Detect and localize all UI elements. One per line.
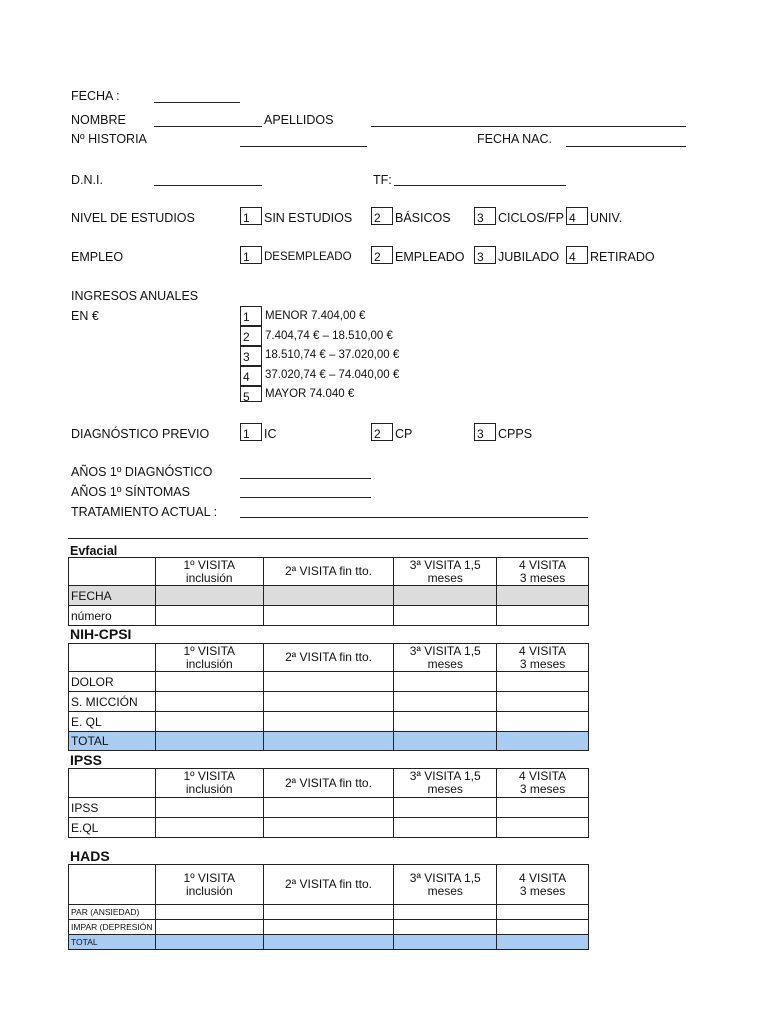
anos-sintomas-field[interactable] <box>240 497 371 498</box>
header-empty-cell <box>69 769 156 798</box>
ingresos-option-1: MENOR 7.404,00 € <box>265 310 366 322</box>
empleo-option-1: DESEMPLEADO <box>264 251 352 263</box>
row-label: IPSS <box>69 798 156 818</box>
row-label: E. QL <box>69 712 156 732</box>
table-cell[interactable] <box>497 672 589 692</box>
hads-title: HADS <box>70 848 110 864</box>
table-row <box>69 712 589 732</box>
ipss-table <box>68 768 589 838</box>
header-visita-3: 3ª VISITA 1,5 meses <box>394 769 497 798</box>
empleo-label: EMPLEO <box>71 250 124 264</box>
historia-label: Nº HISTORIA <box>71 132 147 146</box>
empleo-option-2: EMPLEADO <box>395 250 465 264</box>
table-row <box>69 920 589 935</box>
table-cell[interactable] <box>155 798 263 818</box>
ingresos-box-1[interactable]: 1 <box>240 306 262 326</box>
tratamiento-field-line-2[interactable] <box>68 538 588 539</box>
row-label: TOTAL <box>69 935 156 950</box>
table-cell[interactable] <box>155 672 263 692</box>
table-cell[interactable] <box>497 920 589 935</box>
table-cell[interactable] <box>155 920 263 935</box>
estudios-option-4: UNIV. <box>590 211 623 225</box>
header-visita-2: 2ª VISITA fin tto. <box>263 558 394 586</box>
row-label: PAR (ANSIEDAD) <box>69 905 156 920</box>
table-cell[interactable] <box>155 606 263 626</box>
hads-table <box>68 864 589 950</box>
dni-field[interactable] <box>154 185 262 186</box>
row-label: TOTAL <box>69 732 156 751</box>
historia-field[interactable] <box>240 146 367 147</box>
empleo-option-4: RETIRADO <box>590 250 655 264</box>
header-visita-2: 2ª VISITA fin tto. <box>263 769 394 798</box>
table-cell[interactable] <box>155 935 263 950</box>
table-row <box>69 606 589 626</box>
diagnostico-option-3: CPPS <box>498 427 533 441</box>
header-visita-1: 1º VISITA inclusión <box>155 769 263 798</box>
header-visita-2: 2ª VISITA fin tto. <box>263 865 394 905</box>
ingresos-unit-label: EN € <box>71 309 99 323</box>
empleo-box-2[interactable]: 2 <box>371 246 393 264</box>
table-cell[interactable] <box>394 692 497 712</box>
header-visita-4: 4 VISITA 3 meses <box>497 558 589 586</box>
diagnostico-box-2[interactable]: 2 <box>371 423 393 441</box>
table-row <box>69 692 589 712</box>
estudios-option-2: BÁSICOS <box>395 211 451 225</box>
estudios-option-3: CICLOS/FP <box>498 211 564 225</box>
table-cell[interactable] <box>155 692 263 712</box>
header-visita-4: 4 VISITA 3 meses <box>497 769 589 798</box>
empleo-option-3: JUBILADO <box>498 250 560 264</box>
nombre-field[interactable] <box>154 126 262 127</box>
row-label: IMPAR (DEPRESIÓN <box>69 920 156 935</box>
tratamiento-label: TRATAMIENTO ACTUAL : <box>71 505 218 519</box>
header-visita-1: 1º VISITA inclusión <box>155 644 263 672</box>
row-label: número <box>69 606 156 626</box>
table-row <box>69 935 589 950</box>
row-label: DOLOR <box>69 672 156 692</box>
table-cell[interactable] <box>155 818 263 838</box>
table-cell[interactable] <box>263 732 394 751</box>
table-cell[interactable] <box>155 905 263 920</box>
table-cell[interactable] <box>394 818 497 838</box>
header-visita-4: 4 VISITA 3 meses <box>497 865 589 905</box>
table-cell[interactable] <box>497 732 589 751</box>
evfacial-title: Evfacial <box>70 544 118 558</box>
ingresos-option-3: 18.510,74 € – 37.020,00 € <box>265 349 400 361</box>
table-cell[interactable] <box>394 920 497 935</box>
table-cell[interactable] <box>155 586 263 606</box>
anos-diagnostico-field[interactable] <box>240 478 371 479</box>
table-cell[interactable] <box>263 920 394 935</box>
tf-label: TF: <box>373 173 392 187</box>
estudios-option-1: SIN ESTUDIOS <box>264 211 353 225</box>
dni-label: D.N.I. <box>71 173 103 187</box>
table-row <box>69 905 589 920</box>
row-label: E.QL <box>69 818 156 838</box>
table-cell[interactable] <box>263 672 394 692</box>
table-cell[interactable] <box>497 712 589 732</box>
table-row <box>69 586 589 606</box>
table-cell[interactable] <box>497 692 589 712</box>
table-cell[interactable] <box>497 798 589 818</box>
empleo-box-4[interactable]: 4 <box>566 246 588 264</box>
table-cell[interactable] <box>263 798 394 818</box>
fecha-nac-field[interactable] <box>566 146 686 147</box>
table-cell[interactable] <box>394 732 497 751</box>
header-empty-cell <box>69 644 156 672</box>
table-cell[interactable] <box>394 586 497 606</box>
table-cell[interactable] <box>497 935 589 950</box>
diagnostico-label: DIAGNÓSTICO PREVIO <box>71 427 210 441</box>
table-cell[interactable] <box>263 712 394 732</box>
header-visita-3: 3ª VISITA 1,5 meses <box>394 644 497 672</box>
diagnostico-box-3[interactable]: 3 <box>474 423 496 441</box>
table-cell[interactable] <box>263 692 394 712</box>
header-visita-1: 1º VISITA inclusión <box>155 558 263 586</box>
ingresos-box-2[interactable]: 2 <box>240 326 262 346</box>
tratamiento-field[interactable] <box>240 517 588 518</box>
table-cell[interactable] <box>263 606 394 626</box>
diagnostico-option-2: CP <box>395 427 413 441</box>
nombre-label: NOMBRE <box>71 113 126 127</box>
table-cell[interactable] <box>263 586 394 606</box>
nihcpsi-title: NIH-CPSI <box>70 626 132 642</box>
estudios-box-1[interactable]: 1 <box>240 207 262 225</box>
table-cell[interactable] <box>394 672 497 692</box>
table-cell[interactable] <box>263 935 394 950</box>
estudios-box-3[interactable]: 3 <box>474 207 496 225</box>
apellidos-label: APELLIDOS <box>264 113 334 127</box>
table-cell[interactable] <box>497 818 589 838</box>
fecha-field[interactable] <box>154 102 240 103</box>
diagnostico-box-1[interactable]: 1 <box>240 423 262 441</box>
ingresos-label: INGRESOS ANUALES <box>71 289 199 303</box>
table-row <box>69 732 589 751</box>
header-visita-3: 3ª VISITA 1,5 meses <box>394 558 497 586</box>
table-cell[interactable] <box>394 905 497 920</box>
fecha-label: FECHA : <box>71 89 120 103</box>
table-cell[interactable] <box>497 606 589 626</box>
ingresos-option-5: MAYOR 74.040 € <box>265 388 355 400</box>
table-row <box>69 818 589 838</box>
table-cell[interactable] <box>394 798 497 818</box>
empleo-box-3[interactable]: 3 <box>474 246 496 264</box>
table-cell[interactable] <box>263 905 394 920</box>
diagnostico-option-1: IC <box>264 427 277 441</box>
nihcpsi-table <box>68 643 589 751</box>
apellidos-field[interactable] <box>371 126 686 127</box>
header-visita-1: 1º VISITA inclusión <box>155 865 263 905</box>
header-visita-2: 2ª VISITA fin tto. <box>263 644 394 672</box>
table-row <box>69 798 589 818</box>
header-empty-cell <box>69 558 156 586</box>
fecha-nac-label: FECHA NAC. <box>477 132 553 146</box>
ingresos-option-2: 7.404,74 € – 18.510,00 € <box>265 330 393 342</box>
ingresos-box-3[interactable]: 3 <box>240 346 262 366</box>
evfacial-table <box>68 557 589 626</box>
table-cell[interactable] <box>497 905 589 920</box>
ipss-title: IPSS <box>70 752 102 768</box>
estudios-box-4[interactable]: 4 <box>566 207 588 225</box>
table-cell[interactable] <box>394 606 497 626</box>
header-visita-3: 3ª VISITA 1,5 meses <box>394 865 497 905</box>
estudios-box-2[interactable]: 2 <box>371 207 393 225</box>
table-cell[interactable] <box>394 935 497 950</box>
anos-diagnostico-label: AÑOS 1º DIAGNÓSTICO <box>71 465 213 479</box>
table-cell[interactable] <box>155 732 263 751</box>
header-visita-4: 4 VISITA 3 meses <box>497 644 589 672</box>
tf-field[interactable] <box>394 185 566 186</box>
ingresos-box-5[interactable]: 5 <box>240 386 262 402</box>
row-label: FECHA <box>69 586 156 606</box>
empleo-box-1[interactable]: 1 <box>240 246 262 264</box>
table-row <box>69 672 589 692</box>
anos-sintomas-label: AÑOS 1º SÍNTOMAS <box>71 485 190 499</box>
table-cell[interactable] <box>155 712 263 732</box>
table-cell[interactable] <box>394 712 497 732</box>
nivel-estudios-label: NIVEL DE ESTUDIOS <box>71 211 195 225</box>
table-cell[interactable] <box>263 818 394 838</box>
row-label: S. MICCIÓN <box>69 692 156 712</box>
header-empty-cell <box>69 865 156 905</box>
ingresos-option-4: 37.020,74 € – 74.040,00 € <box>265 369 400 381</box>
ingresos-box-4[interactable]: 4 <box>240 366 262 386</box>
table-cell[interactable] <box>497 586 589 606</box>
